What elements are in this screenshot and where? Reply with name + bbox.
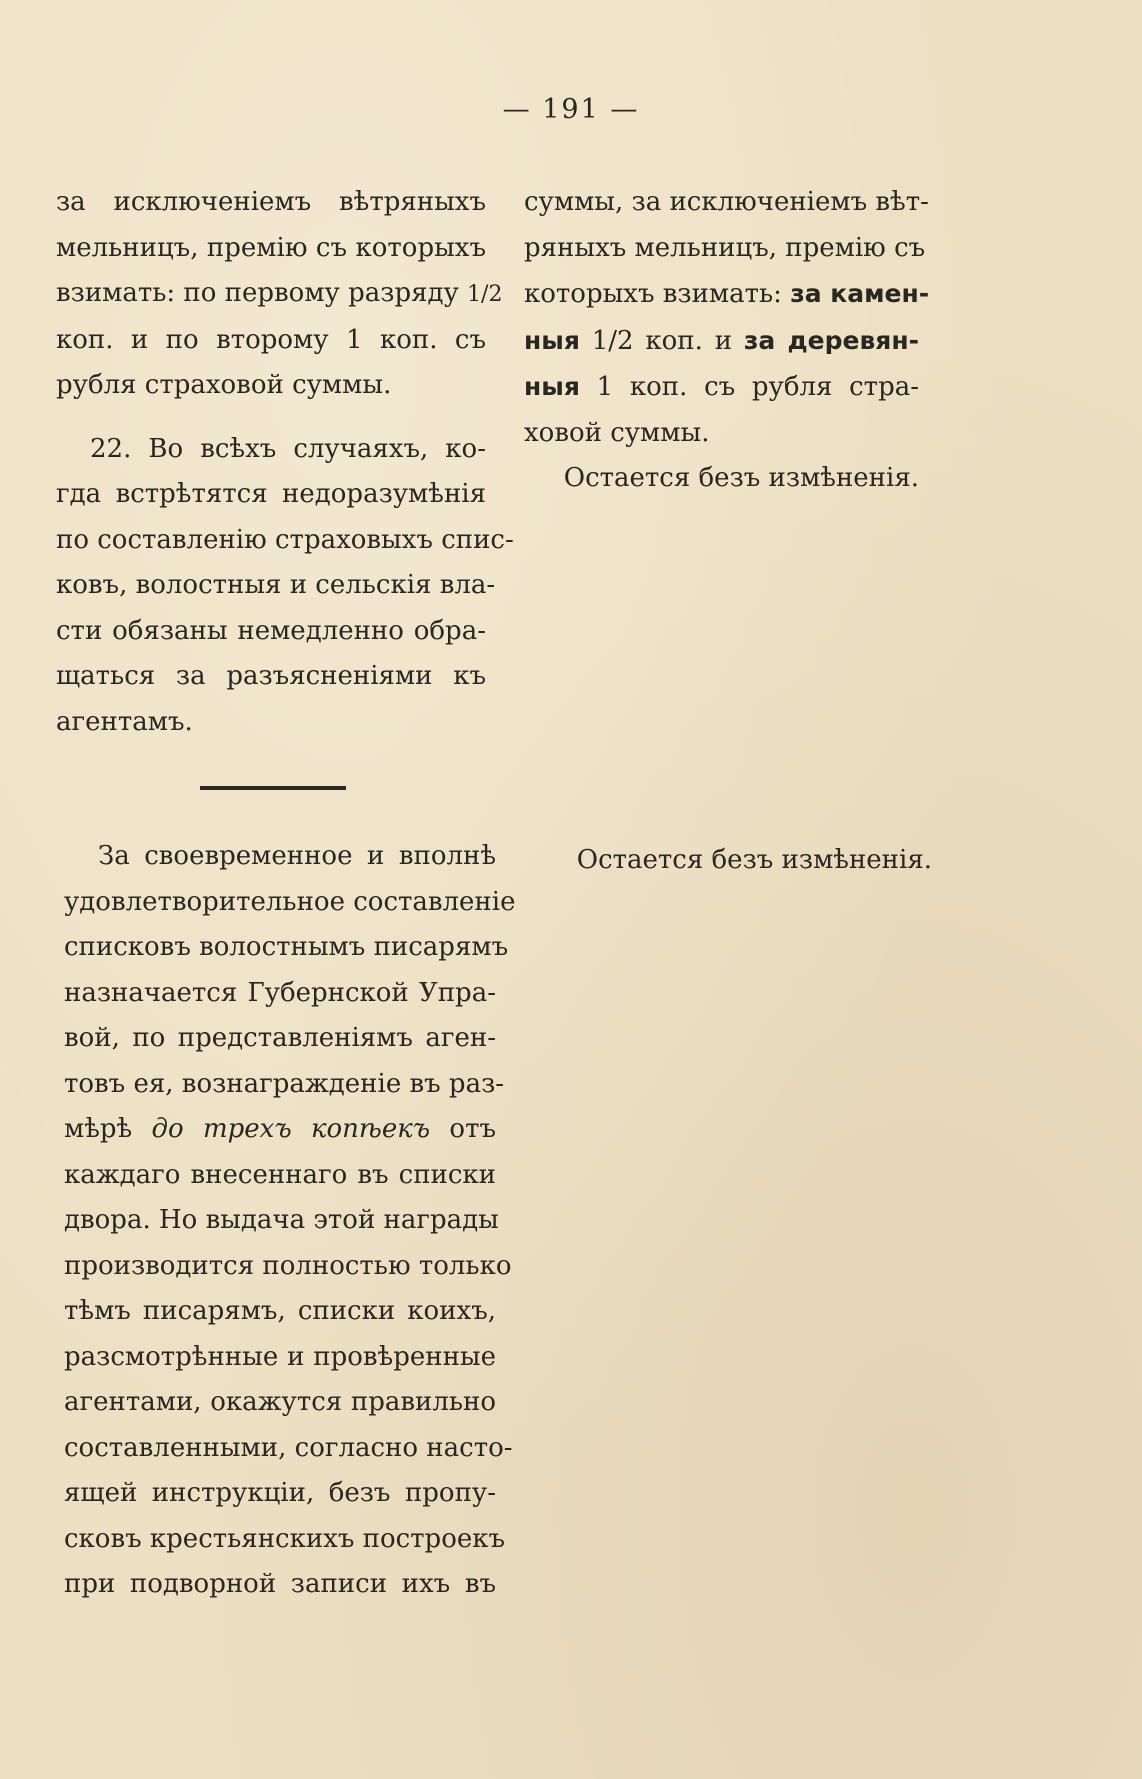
text-fragment: мѣрѣ	[64, 1114, 152, 1144]
text-line: разсмотрѣнные и провѣренные	[64, 1341, 496, 1372]
text-fragment: которыхъ взимать:	[524, 279, 791, 309]
text-fragment: взимать: по первому разряду	[56, 278, 468, 308]
text-line	[524, 271, 930, 318]
unchanged-note: Остается безъ измѣненiя.	[576, 845, 932, 875]
text-fragment: отъ	[430, 1114, 496, 1144]
right-column-top	[524, 180, 930, 502]
bold-fragment: за деревян-	[743, 325, 920, 355]
italic-fragment: до трехъ копѣекъ	[151, 1114, 431, 1144]
bold-fragment: ныя	[524, 372, 580, 401]
bold-fragment: за камен-	[790, 279, 930, 308]
unchanged-note: Остается безъ измѣненiя.	[563, 463, 919, 493]
text-line: производится полностью только	[64, 1250, 512, 1281]
text-line: агентами, окажутся правильно	[64, 1387, 496, 1417]
text-line: каждаго внесеннаго въ списки	[64, 1159, 496, 1190]
text-line: щаться за разъясненiями къ	[56, 661, 486, 691]
fraction: 1/2	[467, 282, 503, 307]
right-column-bottom	[562, 838, 932, 884]
left-column-bottom	[64, 834, 516, 1608]
paragraph-start: За своевременное и вполнѣ	[98, 841, 496, 871]
text-line: сти обязаны немедленно обра-	[56, 615, 486, 646]
text-line: назначается Губернской Упра-	[64, 977, 496, 1008]
text-line: при подворной записи ихъ въ	[64, 1569, 496, 1599]
text-line: агентамъ.	[56, 706, 193, 737]
text-line: сковъ крестьянскихъ построекъ	[64, 1523, 506, 1554]
text-line: ховой суммы.	[524, 417, 710, 448]
text-line: за исключенiемъ вѣтряныхъ	[56, 187, 486, 217]
text-line	[56, 271, 503, 318]
text-line	[64, 1107, 496, 1153]
text-line: по составленiю страховыхъ спис-	[56, 524, 514, 555]
text-line: вой, по представленiямъ аген-	[64, 1023, 496, 1053]
text-line	[524, 364, 919, 411]
text-fragment: 1/2 коп. и	[579, 325, 744, 356]
bold-fragment: ныя	[524, 325, 580, 355]
text-line: списковъ волостнымъ писарямъ	[64, 932, 509, 962]
section-divider	[200, 786, 346, 790]
text-line: рубля страховой суммы.	[56, 370, 392, 400]
text-line: коп. и по второму 1 коп. съ	[56, 324, 486, 355]
left-column-top	[56, 180, 514, 745]
text-line: товъ ея, вознагражденiе въ раз-	[64, 1068, 505, 1099]
text-line: мельницъ, премiю съ которыхъ	[56, 232, 486, 263]
text-line: ящей инструкцiи, безъ пропу-	[64, 1478, 496, 1508]
text-line: ковъ, волостныя и сельскiя вла-	[56, 570, 496, 600]
paragraph-22-start: 22. Во всѣхъ случаяхъ, ко-	[90, 433, 486, 464]
text-line: гда встрѣтятся недоразумѣнiя	[56, 479, 486, 509]
text-line: двора. Но выдача этой награды	[64, 1205, 499, 1235]
text-line	[524, 318, 919, 365]
text-line: составленными, согласно насто-	[64, 1432, 513, 1463]
text-line: удовлетворительное составленiе	[64, 886, 516, 917]
text-line: ряныхъ мельницъ, премiю съ	[524, 232, 926, 263]
text-line: суммы, за исключенiемъ вѣт-	[524, 187, 929, 217]
page-number: — 191 —	[502, 94, 640, 125]
text-line: тѣмъ писарямъ, списки коихъ,	[64, 1296, 496, 1326]
text-fragment: 1 коп. съ рубля стра-	[579, 372, 919, 402]
